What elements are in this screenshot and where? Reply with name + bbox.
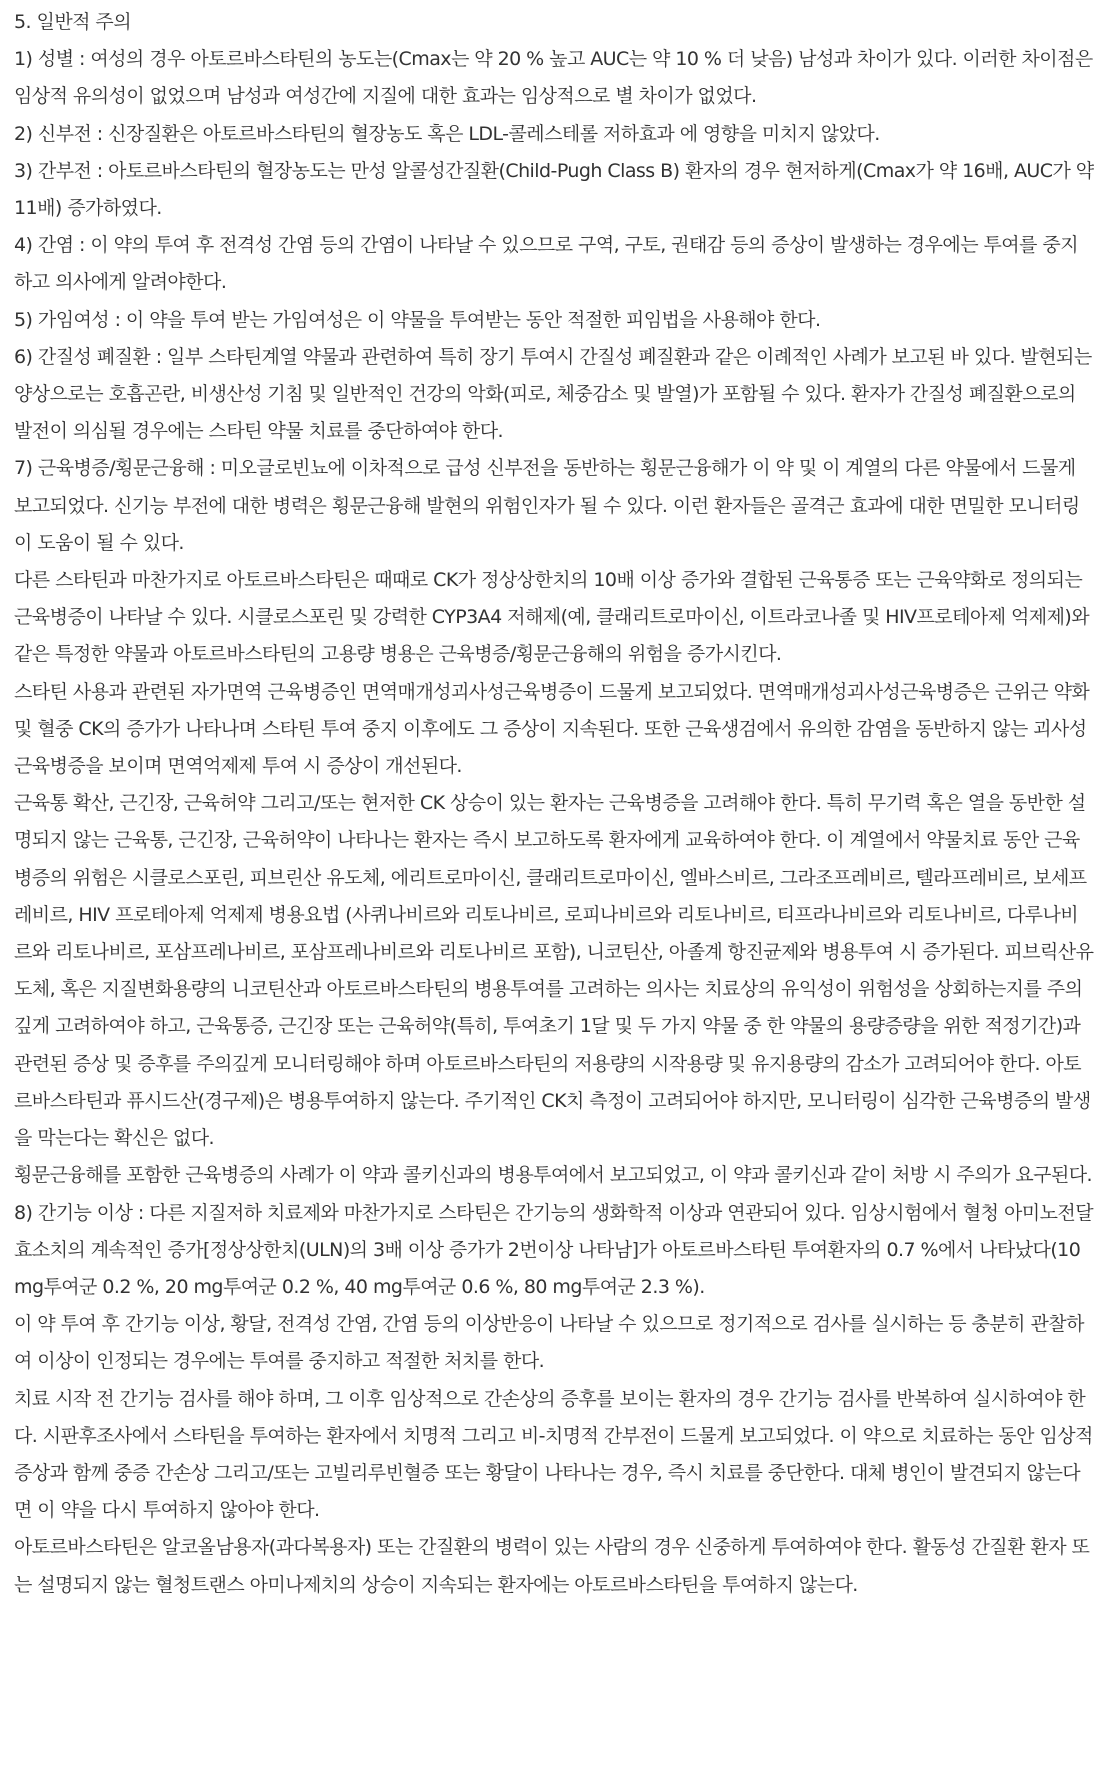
paragraph-liver-testing: 치료 시작 전 간기능 검사를 해야 하며, 그 이후 임상적으로 간손상의 증후를 보이는 환자의 경우 간기능 검사를 반복하여 실시하여야 한다. 시판후조사에서 스타틴을 투여하는 환자에서 치명적 그리고 비-치명적 간부전이 드물게 보고되었다. 이 약으로 치료하는 동안 임상적 증상과 함께 중증 간손상 그리고/또는 고빌리루빈혈증 또는 황달이 나타나는 경우, 즉시 치료를 중단한다. 대체 병인이 발견되지 않는다면 이 약을 다시 투여하지 않아야 한다. [14, 1387, 1093, 1522]
paragraph-alcohol-abuse: 아토르바스타틴은 알코올남용자(과다복용자) 또는 간질환의 병력이 있는 사람의 경우 신중하게 투여하여야 한다. 활동성 간질환 환자 또는 설명되지 않는 혈청트랜스 아미나제치의 상승이 지속되는 환자에는 아토르바스타틴을 투여하지 않는다. [14, 1536, 1090, 1596]
paragraph-interstitial-lung-disease: 6) 간질성 폐질환 : 일부 스타틴계열 약물과 관련하여 특히 장기 투여시 간질성 폐질환과 같은 이례적인 사례가 보고된 바 있다. 발현되는 양상으로는 호흡곤란, 비생산성 기침 및 일반적인 건강의 악화(피로, 체중감소 및 발열)가 포함될 수 있다. 환자가 간질성 폐질환으로의 발전이 의심될 경우에는 스타틴 약물 치료를 중단하여야 한다. [14, 345, 1092, 443]
paragraph-liver-dysfunction: 8) 간기능 이상 : 다른 지질저하 치료제와 마찬가지로 스타틴은 간기능의 생화학적 이상과 연관되어 있다. 임상시험에서 혈청 아미노전달효소치의 계속적인 증가[정상상한치(ULN)의 3배 이상 증가가 2번이상 나타남]가 아토르바스타틴 투여환자의 0.7 %에서 나타났다(10 mg투여군 0.2 %, 20 mg투여군 0.2 %, 40 mg투여군 0.6 %, 80 mg투여군 2.3 %). [14, 1201, 1093, 1298]
paragraph-liver-monitoring: 이 약 투여 후 간기능 이상, 황달, 전격성 간염, 간염 등의 이상반응이 나타날 수 있으므로 정기적으로 검사를 실시하는 등 충분히 관찰하여 이상이 인정되는 경우에는 투여를 중지하고 적절한 처치를 한다. [14, 1313, 1084, 1373]
paragraph-hepatic-failure: 3) 간부전 : 아토르바스타틴의 혈장농도는 만성 알콜성간질환(Child-Pugh Class B) 환자의 경우 현저하게(Cmax가 약 16배, AUC가 약11배) 증가하였다. [14, 159, 1094, 220]
paragraph-immune-myopathy: 스타틴 사용과 관련된 자가면역 근육병증인 면역매개성괴사성근육병증이 드물게 보고되었다. 면역매개성괴사성근육병증은 근위근 약화 및 혈중 CK의 증가가 나타나며 스타틴 투여 중지 이후에도 그 증상이 지속된다. 또한 근육생검에서 유의한 감염을 동반하지 않는 괴사성 근육병증을 보이며 면역억제제 투여 시 증상이 개선된다. [14, 680, 1090, 778]
paragraph-myopathy-risk: 근육통 확산, 근긴장, 근육허약 그리고/또는 현저한 CK 상승이 있는 환자는 근육병증을 고려해야 한다. 특히 무기력 혹은 열을 동반한 설명되지 않는 근육통, 근긴장, 근육허약이 나타나는 환자는 즉시 보고하도록 환자에게 교육하여야 한다. 이 계열에서 약물치료 동안 근육병증의 위험은 시클로스포린, 피브린산 유도체, 에리트로마이신, 클래리트로마이신, 엘바스비르, 그라조프레비르, 텔라프레비르, 보세프레비르, HIV 프로테아제 억제제 병용요법 (사퀴나비르와 리토나비르, 로피나비르와 리토나비르, 티프라나비르와 리토나비르, 다루나비르와 리토나비르, 포삼프레나비르, 포삼프레나비르와 리토나비르 포함), 니코틴산, 아졸계 항진균제와 병용투여 시 증가된다. 피브릭산유도체, 혹은 지질변화용량의 니코틴산과 아토르바스타틴의 병용투여를 고려하는 의사는 치료상의 유익성이 위험성을 상회하는지를 주의깊게 고려하여야 하고, 근육통증, 근긴장 또는 근육허약(특히, 투여초기 1달 및 두 가지 약물 중 한 약물의 용량증량을 위한 적정기간)과 관련된 증상 및 증후를 주의깊게 모니터링해야 하며 아토르바스타틴의 저용량의 시작용량 및 유지용량의 감소가 고려되어야 한다. 아토르바스타틴과 퓨시드산(경구제)은 병용투여하지 않는다. 주기적인 CK치 측정이 고려되어야 하지만, 모니터링이 심각한 근육병증의 발생을 막는다는 확신은 없다. [14, 792, 1094, 1150]
section-heading: 5. 일반적 주의 [14, 11, 132, 33]
paragraph-myopathy-statins: 다른 스타틴과 마찬가지로 아토르바스타틴은 때때로 CK가 정상상한치의 10배 이상 증가와 결합된 근육통증 또는 근육약화로 정의되는 근육병증이 나타날 수 있다. 시클로스포린 및 강력한 CYP3A4 저해제(예, 클래리트로마이신, 이트라코나졸 및 HIV프로테아제 억제제)와 같은 특정한 약물과 아토르바스타틴의 고용량 병용은 근육병증/횡문근융해의 위험을 증가시킨다. [14, 569, 1090, 666]
paragraph-myopathy: 7) 근육병증/횡문근융해 : 미오글로빈뇨에 이차적으로 급성 신부전을 동반하는 횡문근융해가 이 약 및 이 계열의 다른 약물에서 드물게 보고되었다. 신기능 부전에 대한 병력은 횡문근융해 발현의 위험인자가 될 수 있다. 이런 환자들은 골격근 효과에 대한 면밀한 모니터링이 도움이 될 수 있다. [14, 457, 1080, 554]
paragraph-sex: 1) 성별 : 여성의 경우 아토르바스타틴의 농도는(Cmax는 약 20 % 높고 AUC는 약 10 % 더 낮음) 남성과 차이가 있다. 이러한 차이점은 임상적 유의성이 없었으며 남성과 여성간에 지질에 대한 효과는 임상적으로 별 차이가 없었다. [14, 48, 1093, 108]
paragraph-fertile-women: 5) 가임여성 : 이 약을 투여 받는 가임여성은 이 약물을 투여받는 동안 적절한 피임법을 사용해야 한다. [14, 308, 821, 331]
paragraph-renal-failure: 2) 신부전 : 신장질환은 아토르바스타틴의 혈장농도 혹은 LDL-콜레스테롤 저하효과 에 영향을 미치지 않았다. [14, 122, 880, 145]
paragraph-colchicine: 횡문근융해를 포함한 근육병증의 사례가 이 약과 콜키신과의 병용투여에서 보고되었고, 이 약과 콜키신과 같이 처방 시 주의가 요구된다. [14, 1164, 1093, 1187]
paragraph-hepatitis: 4) 간염 : 이 약의 투여 후 전격성 간염 등의 간염이 나타날 수 있으므로 구역, 구토, 권태감 등의 증상이 발생하는 경우에는 투여를 중지하고 의사에게 알려야한다. [14, 234, 1079, 294]
